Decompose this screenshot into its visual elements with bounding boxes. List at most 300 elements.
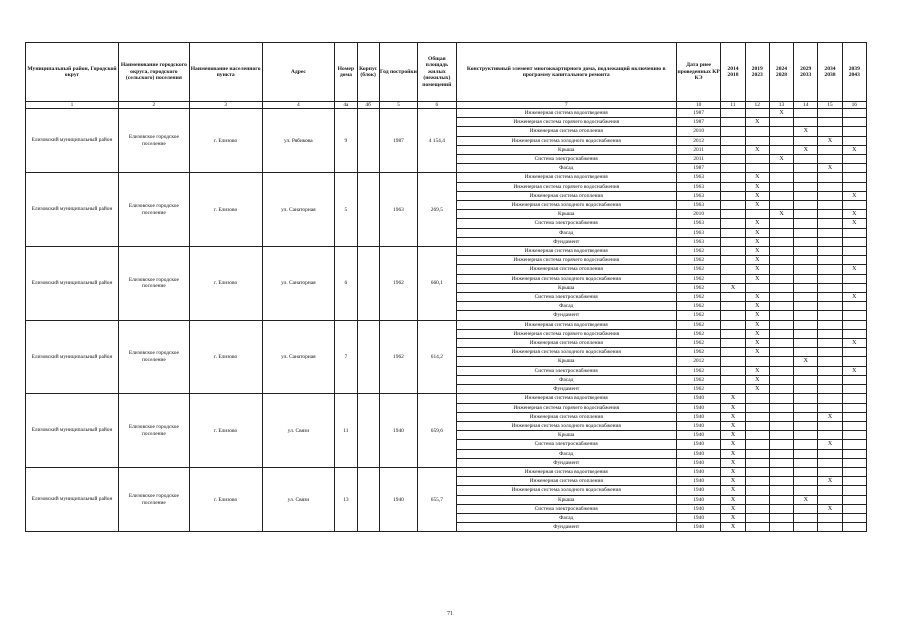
col-num: 13 [769, 102, 793, 109]
period-mark-cell [721, 136, 745, 145]
period-mark-cell: X [769, 155, 793, 164]
period-mark-cell [794, 449, 818, 458]
period-mark-cell: X [721, 477, 745, 486]
period-mark-cell [842, 523, 866, 532]
period-mark-cell [721, 348, 745, 357]
period-mark-cell [769, 339, 793, 348]
period-mark-cell [818, 495, 842, 504]
period-mark-cell [769, 182, 793, 191]
element-cell: Инженерная система водоотведения [456, 173, 676, 182]
period-mark-cell [794, 274, 818, 283]
period-mark-cell [769, 440, 793, 449]
period-mark-cell [842, 311, 866, 320]
period-mark-cell [818, 127, 842, 136]
period-mark-cell: X [745, 201, 769, 210]
period-mark-cell [818, 513, 842, 522]
district-cell: Елизовский муниципальный район [26, 109, 119, 173]
period-mark-cell [842, 228, 866, 237]
year-cell: 1963 [379, 173, 417, 247]
period-mark-cell [794, 467, 818, 476]
period-mark-cell [818, 210, 842, 219]
col-num: 3 [189, 102, 262, 109]
period-mark-cell [818, 357, 842, 366]
table-row [26, 394, 867, 403]
period-mark-cell: X [842, 293, 866, 302]
period-mark-cell: X [745, 191, 769, 200]
period-mark-cell [794, 440, 818, 449]
period-mark-cell: X [745, 256, 769, 265]
element-cell: Крыша [456, 283, 676, 292]
block-cell [357, 394, 379, 468]
period-mark-cell [794, 412, 818, 421]
period-mark-cell: X [745, 274, 769, 283]
repair-date-cell: 1940 [676, 421, 720, 430]
header-row [26, 43, 867, 102]
table-row [26, 247, 867, 256]
period-mark-cell: X [842, 339, 866, 348]
period-mark-cell: X [721, 283, 745, 292]
period-mark-cell [818, 155, 842, 164]
period-mark-cell [794, 136, 818, 145]
repair-date-cell: 1963 [676, 219, 720, 228]
period-mark-cell: X [745, 182, 769, 191]
period-mark-cell: X [842, 210, 866, 219]
period-mark-cell: X [745, 118, 769, 127]
period-mark-cell [721, 201, 745, 210]
element-cell: Крыша [456, 357, 676, 366]
period-mark-cell [721, 118, 745, 127]
period-mark-cell [842, 247, 866, 256]
area-cell: 4 154,4 [418, 109, 456, 173]
period-mark-cell [794, 458, 818, 467]
period-mark-cell [769, 136, 793, 145]
period-mark-cell [842, 458, 866, 467]
period-mark-cell [842, 109, 866, 118]
period-mark-cell: X [794, 145, 818, 154]
district-cell: Елизовский муниципальный район [26, 173, 119, 247]
period-mark-cell: X [721, 403, 745, 412]
repair-date-cell: 1962 [676, 385, 720, 394]
period-mark-cell [794, 375, 818, 384]
repair-date-cell: 1987 [676, 109, 720, 118]
period-mark-cell [745, 458, 769, 467]
element-cell: Инженерная система отопления [456, 191, 676, 200]
element-cell: Инженерная система водоотведения [456, 320, 676, 329]
period-mark-cell: X [745, 247, 769, 256]
house-cell: 6 [335, 247, 357, 321]
period-mark-cell: X [794, 495, 818, 504]
period-mark-cell [818, 228, 842, 237]
col-num: 16 [842, 102, 866, 109]
period-mark-cell [721, 311, 745, 320]
period-mark-cell [794, 329, 818, 338]
element-cell: Фасад [456, 449, 676, 458]
element-cell: Инженерная система холодного водоснабжения [456, 201, 676, 210]
period-mark-cell [769, 293, 793, 302]
period-mark-cell: X [745, 320, 769, 329]
period-mark-cell: X [794, 357, 818, 366]
period-mark-cell [818, 311, 842, 320]
element-cell: Фундамент [456, 237, 676, 246]
period-mark-cell: X [721, 504, 745, 513]
period-mark-cell [769, 486, 793, 495]
repair-date-cell: 1940 [676, 394, 720, 403]
year-cell: 1940 [379, 467, 417, 531]
period-mark-cell [794, 513, 818, 522]
period-mark-cell [721, 164, 745, 173]
district-cell: Елизовский муниципальный район [26, 394, 119, 468]
block-cell [357, 320, 379, 394]
period-mark-cell [745, 394, 769, 403]
period-mark-cell [818, 118, 842, 127]
col-num: 4б [357, 102, 379, 109]
period-mark-cell: X [721, 394, 745, 403]
period-mark-cell [842, 320, 866, 329]
period-mark-cell [794, 173, 818, 182]
period-mark-cell: X [745, 311, 769, 320]
block-cell [357, 173, 379, 247]
element-cell: Система электроснабжения [456, 293, 676, 302]
period-mark-cell [769, 256, 793, 265]
period-mark-cell [794, 366, 818, 375]
period-mark-cell [769, 237, 793, 246]
element-cell: Фасад [456, 513, 676, 522]
district-cell: Елизовский муниципальный район [26, 320, 119, 394]
period-mark-cell [794, 219, 818, 228]
repair-date-cell: 1962 [676, 329, 720, 338]
repair-date-cell: 1962 [676, 339, 720, 348]
period-mark-cell [721, 256, 745, 265]
area-cell: 659,6 [418, 394, 456, 468]
period-mark-cell [818, 403, 842, 412]
period-mark-cell [745, 486, 769, 495]
period-mark-cell: X [745, 237, 769, 246]
header-year: Год постройки [379, 43, 417, 102]
period-mark-cell [842, 155, 866, 164]
period-mark-cell: X [745, 293, 769, 302]
period-mark-cell [721, 375, 745, 384]
period-mark-cell [842, 348, 866, 357]
period-mark-cell [769, 283, 793, 292]
period-mark-cell: X [842, 191, 866, 200]
element-cell: Система электроснабжения [456, 440, 676, 449]
period-mark-cell [794, 394, 818, 403]
period-mark-cell: X [721, 449, 745, 458]
period-mark-cell [842, 375, 866, 384]
period-mark-cell: X [745, 265, 769, 274]
element-cell: Инженерная система отопления [456, 412, 676, 421]
period-mark-cell [818, 339, 842, 348]
header-district: Муниципальный район, Городской округ [26, 43, 119, 102]
repair-date-cell: 1940 [676, 449, 720, 458]
period-mark-cell: X [721, 513, 745, 522]
settlement-cell: Елизовское городское поселение [118, 109, 189, 173]
period-mark-cell [842, 237, 866, 246]
repair-date-cell: 1962 [676, 302, 720, 311]
period-mark-cell [794, 201, 818, 210]
town-cell: г. Елизово [189, 320, 262, 394]
period-mark-cell [818, 385, 842, 394]
repair-date-cell: 1962 [676, 375, 720, 384]
period-mark-cell [794, 348, 818, 357]
period-mark-cell [842, 440, 866, 449]
period-mark-cell [721, 329, 745, 338]
repair-date-cell: 1963 [676, 191, 720, 200]
period-mark-cell [842, 486, 866, 495]
area-cell: 660,1 [418, 247, 456, 321]
element-cell: Инженерная система холодного водоснабжения [456, 136, 676, 145]
period-mark-cell [769, 357, 793, 366]
repair-date-cell: 1963 [676, 182, 720, 191]
element-cell: Инженерная система горячего водоснабжения [456, 182, 676, 191]
period-mark-cell [769, 523, 793, 532]
period-mark-cell [721, 219, 745, 228]
period-mark-cell [842, 394, 866, 403]
repair-date-cell: 1962 [676, 293, 720, 302]
period-mark-cell [769, 449, 793, 458]
header-house: Номер дома [335, 43, 357, 102]
period-mark-cell [721, 109, 745, 118]
district-cell: Елизовский муниципальный район [26, 467, 119, 531]
period-mark-cell [745, 155, 769, 164]
period-mark-cell [769, 329, 793, 338]
repair-date-cell: 1940 [676, 523, 720, 532]
period-mark-cell [769, 127, 793, 136]
element-cell: Инженерная система отопления [456, 339, 676, 348]
period-mark-cell [818, 366, 842, 375]
period-mark-cell [745, 109, 769, 118]
period-mark-cell: X [794, 127, 818, 136]
period-mark-cell [721, 357, 745, 366]
period-mark-cell [745, 412, 769, 421]
col-num: 14 [794, 102, 818, 109]
period-mark-cell [769, 274, 793, 283]
repair-date-cell: 1963 [676, 173, 720, 182]
repair-date-cell: 1962 [676, 274, 720, 283]
period-mark-cell: X [745, 348, 769, 357]
period-mark-cell [794, 403, 818, 412]
block-cell [357, 247, 379, 321]
repair-date-cell: 1962 [676, 311, 720, 320]
col-num: 6 [418, 102, 456, 109]
period-mark-cell [842, 513, 866, 522]
house-cell: 7 [335, 320, 357, 394]
house-cell: 13 [335, 467, 357, 531]
period-mark-cell [842, 421, 866, 430]
period-mark-cell [842, 283, 866, 292]
repair-date-cell: 1962 [676, 366, 720, 375]
element-cell: Инженерная система водоотведения [456, 247, 676, 256]
period-mark-cell [769, 348, 793, 357]
period-mark-cell [769, 431, 793, 440]
period-mark-cell [818, 293, 842, 302]
table-row [26, 320, 867, 329]
street-cell: ул. Связи [262, 467, 335, 531]
period-mark-cell [745, 477, 769, 486]
period-mark-cell [769, 247, 793, 256]
period-mark-cell: X [745, 173, 769, 182]
repair-date-cell: 2012 [676, 136, 720, 145]
column-number-row [26, 102, 867, 109]
element-cell: Система электроснабжения [456, 155, 676, 164]
street-cell: ул. Рябикова [262, 109, 335, 173]
period-mark-cell [818, 191, 842, 200]
period-mark-cell [721, 293, 745, 302]
period-mark-cell: X [721, 467, 745, 476]
period-mark-cell: X [721, 412, 745, 421]
header-repair-date: Дата рнее проведенных КР КЭ [676, 43, 720, 102]
element-cell: Инженерная система горячего водоснабжения [456, 256, 676, 265]
repair-date-cell: 1940 [676, 412, 720, 421]
period-mark-cell [769, 320, 793, 329]
period-mark-cell [794, 431, 818, 440]
period-mark-cell [818, 375, 842, 384]
period-mark-cell [769, 412, 793, 421]
period-mark-cell: X [745, 219, 769, 228]
period-mark-cell: X [769, 109, 793, 118]
period-mark-cell [842, 385, 866, 394]
period-mark-cell [794, 265, 818, 274]
period-mark-cell [842, 302, 866, 311]
col-num: 5 [379, 102, 417, 109]
period-mark-cell [721, 237, 745, 246]
period-mark-cell [818, 219, 842, 228]
element-cell: Инженерная система холодного водоснабжения [456, 486, 676, 495]
header-period-1: 2014 2018 [721, 43, 745, 102]
col-num: 10 [676, 102, 720, 109]
area-cell: 269,5 [418, 173, 456, 247]
col-num: 4а [335, 102, 357, 109]
period-mark-cell [818, 467, 842, 476]
period-mark-cell [794, 504, 818, 513]
period-mark-cell [818, 394, 842, 403]
period-mark-cell [721, 210, 745, 219]
period-mark-cell: X [745, 385, 769, 394]
repair-date-cell: 1962 [676, 320, 720, 329]
period-mark-cell [818, 256, 842, 265]
period-mark-cell [818, 182, 842, 191]
district-cell: Елизовский муниципальный район [26, 247, 119, 321]
period-mark-cell [721, 182, 745, 191]
repair-date-cell: 1940 [676, 513, 720, 522]
period-mark-cell: X [842, 366, 866, 375]
period-mark-cell [818, 302, 842, 311]
period-mark-cell [818, 458, 842, 467]
period-mark-cell [745, 210, 769, 219]
block-cell [357, 467, 379, 531]
period-mark-cell [769, 173, 793, 182]
period-mark-cell [794, 293, 818, 302]
period-mark-cell [842, 495, 866, 504]
period-mark-cell [794, 109, 818, 118]
repair-date-cell: 1962 [676, 283, 720, 292]
element-cell: Фундамент [456, 458, 676, 467]
period-mark-cell: X [842, 145, 866, 154]
period-mark-cell [842, 449, 866, 458]
element-cell: Фундамент [456, 311, 676, 320]
period-mark-cell [794, 523, 818, 532]
col-num: 11 [721, 102, 745, 109]
area-cell: 655,7 [418, 467, 456, 531]
period-mark-cell [745, 440, 769, 449]
year-cell: 1940 [379, 394, 417, 468]
repair-date-cell: 2011 [676, 145, 720, 154]
period-mark-cell [818, 486, 842, 495]
repair-date-cell: 2010 [676, 127, 720, 136]
period-mark-cell [794, 164, 818, 173]
period-mark-cell [794, 237, 818, 246]
period-mark-cell [769, 513, 793, 522]
period-mark-cell [818, 173, 842, 182]
period-mark-cell [818, 265, 842, 274]
period-mark-cell: X [842, 265, 866, 274]
period-mark-cell [842, 182, 866, 191]
repair-date-cell: 1962 [676, 348, 720, 357]
period-mark-cell [794, 302, 818, 311]
street-cell: ул. Санаторная [262, 173, 335, 247]
element-cell: Инженерная система холодного водоснабжения [456, 421, 676, 430]
table-row [26, 173, 867, 182]
period-mark-cell: X [745, 145, 769, 154]
period-mark-cell [769, 467, 793, 476]
period-mark-cell [794, 385, 818, 394]
repair-date-cell: 1940 [676, 458, 720, 467]
settlement-cell: Елизовское городское поселение [118, 394, 189, 468]
period-mark-cell [745, 136, 769, 145]
header-settlement: Наименование городского округа, городского (сельского) поселения [118, 43, 189, 102]
period-mark-cell [769, 458, 793, 467]
period-mark-cell [745, 467, 769, 476]
period-mark-cell [745, 127, 769, 136]
period-mark-cell [794, 320, 818, 329]
period-mark-cell [745, 357, 769, 366]
period-mark-cell: X [721, 431, 745, 440]
period-mark-cell [794, 256, 818, 265]
period-mark-cell [842, 403, 866, 412]
repair-date-cell: 1940 [676, 431, 720, 440]
period-mark-cell [769, 477, 793, 486]
element-cell: Фасад [456, 375, 676, 384]
repair-date-cell: 1963 [676, 228, 720, 237]
period-mark-cell [745, 513, 769, 522]
settlement-cell: Елизовское городское поселение [118, 173, 189, 247]
header-block: Корпус (блок) [357, 43, 379, 102]
period-mark-cell [769, 495, 793, 504]
element-cell: Фундамент [456, 523, 676, 532]
col-num: 1 [26, 102, 119, 109]
repair-date-cell: 1962 [676, 265, 720, 274]
header-address: Адрес [262, 43, 335, 102]
period-mark-cell [721, 173, 745, 182]
period-mark-cell: X [745, 366, 769, 375]
col-num: 12 [745, 102, 769, 109]
period-mark-cell [794, 477, 818, 486]
repair-date-cell: 1940 [676, 495, 720, 504]
street-cell: ул. Связи [262, 394, 335, 468]
period-mark-cell [842, 357, 866, 366]
period-mark-cell [818, 320, 842, 329]
period-mark-cell [769, 164, 793, 173]
period-mark-cell [769, 219, 793, 228]
repair-date-cell: 1940 [676, 467, 720, 476]
period-mark-cell [842, 173, 866, 182]
period-mark-cell [818, 283, 842, 292]
period-mark-cell: X [842, 219, 866, 228]
period-mark-cell: X [818, 477, 842, 486]
house-cell: 9 [335, 109, 357, 173]
repair-date-cell: 2012 [676, 357, 720, 366]
town-cell: г. Елизово [189, 247, 262, 321]
